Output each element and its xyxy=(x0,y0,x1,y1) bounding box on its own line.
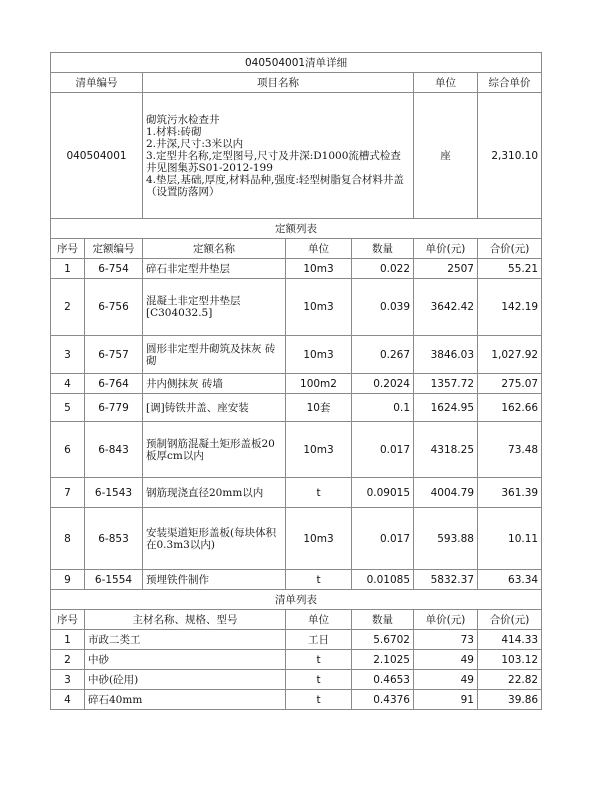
row-code: 6-757 xyxy=(85,336,143,374)
row-price: 4004.79 xyxy=(414,478,478,508)
row-unit: 10m3 xyxy=(286,259,352,279)
item-header-row xyxy=(51,73,542,93)
quota-header-row xyxy=(51,239,542,259)
mat-name: 碎石40mm xyxy=(85,690,286,710)
quota-header-total: 合价(元) xyxy=(478,239,542,259)
row-qty: 0.01085 xyxy=(352,570,414,590)
mat-name: 市政二类工 xyxy=(85,630,286,650)
row-code: 6-853 xyxy=(85,508,143,570)
mat-unit: 工日 xyxy=(286,630,352,650)
row-total: 275.07 xyxy=(478,374,542,394)
material-section-title-row xyxy=(51,590,542,610)
row-name: 钢筋现浇直径20mm以内 xyxy=(143,478,286,508)
quota-header-qty: 数量 xyxy=(352,239,414,259)
mat-total: 39.86 xyxy=(478,690,542,710)
row-code: 6-1543 xyxy=(85,478,143,508)
mat-no: 3 xyxy=(51,670,85,690)
row-name: 预埋铁件制作 xyxy=(143,570,286,590)
description-line: 2.井深,尺寸:3米以内 xyxy=(146,137,244,150)
title-row xyxy=(51,53,542,73)
row-qty: 0.267 xyxy=(352,336,414,374)
quota-section-title: 定额列表 xyxy=(51,219,542,239)
material-header-row xyxy=(51,610,542,630)
row-unit: 10m3 xyxy=(286,279,352,336)
row-qty: 0.017 xyxy=(352,422,414,478)
mat-total: 103.12 xyxy=(478,650,542,670)
row-no: 5 xyxy=(51,394,85,422)
mat-name: 中砂(砼用) xyxy=(85,670,286,690)
row-price: 1624.95 xyxy=(414,394,478,422)
row-unit: 10套 xyxy=(286,394,352,422)
row-price: 593.88 xyxy=(414,508,478,570)
row-unit: 100m2 xyxy=(286,374,352,394)
description-line: 4.垫层,基础,厚度,材料品种,强度:轻型树脂复合材料井盖（设置防落网） xyxy=(146,173,404,198)
row-total: 55.21 xyxy=(478,259,542,279)
row-no: 4 xyxy=(51,374,85,394)
quota-header-unit: 单位 xyxy=(286,239,352,259)
description-line: 3.定型井名称,定型图号,尺寸及井深:D1000流槽式检查井见图集苏S01-2012-199 xyxy=(146,149,401,174)
mat-qty: 2.1025 xyxy=(352,650,414,670)
table-row xyxy=(51,508,542,570)
mat-no: 2 xyxy=(51,650,85,670)
row-no: 3 xyxy=(51,336,85,374)
table-row xyxy=(51,670,542,690)
mat-unit: t xyxy=(286,670,352,690)
row-qty: 0.039 xyxy=(352,279,414,336)
mat-qty: 5.6702 xyxy=(352,630,414,650)
row-name: 安装渠道矩形盖板(每块体积在0.3m3以内) xyxy=(143,508,286,570)
mat-price: 49 xyxy=(414,650,478,670)
mat-qty: 0.4376 xyxy=(352,690,414,710)
row-total: 10.11 xyxy=(478,508,542,570)
row-total: 63.34 xyxy=(478,570,542,590)
row-total: 73.48 xyxy=(478,422,542,478)
table-row xyxy=(51,690,542,710)
table-row xyxy=(51,630,542,650)
row-name: 圆形非定型井砌筑及抹灰 砖砌 xyxy=(143,336,286,374)
code-header: 清单编号 xyxy=(51,73,143,93)
material-header-unit: 单位 xyxy=(286,610,352,630)
table-row xyxy=(51,394,542,422)
row-price: 3642.42 xyxy=(414,279,478,336)
price-header: 综合单价 xyxy=(478,73,542,93)
table-row xyxy=(51,374,542,394)
quota-header-code: 定额编号 xyxy=(85,239,143,259)
table-row xyxy=(51,259,542,279)
row-code: 6-756 xyxy=(85,279,143,336)
unit-header: 单位 xyxy=(414,73,478,93)
table-row xyxy=(51,279,542,336)
row-price: 3846.03 xyxy=(414,336,478,374)
material-header-qty: 数量 xyxy=(352,610,414,630)
bill-detail-table xyxy=(50,52,542,710)
material-header-price: 单价(元) xyxy=(414,610,478,630)
row-unit: t xyxy=(286,478,352,508)
mat-qty: 0.4653 xyxy=(352,670,414,690)
mat-no: 1 xyxy=(51,630,85,650)
row-name: 混凝土非定型井垫层[C304032.5] xyxy=(143,279,286,336)
table-row xyxy=(51,570,542,590)
row-qty: 0.09015 xyxy=(352,478,414,508)
row-qty: 0.1 xyxy=(352,394,414,422)
row-total: 1,027.92 xyxy=(478,336,542,374)
mat-total: 22.82 xyxy=(478,670,542,690)
row-code: 6-843 xyxy=(85,422,143,478)
row-price: 5832.37 xyxy=(414,570,478,590)
row-price: 1357.72 xyxy=(414,374,478,394)
quota-header-no: 序号 xyxy=(51,239,85,259)
material-header-name: 主材名称、规格、型号 xyxy=(85,610,286,630)
row-price: 2507 xyxy=(414,259,478,279)
mat-no: 4 xyxy=(51,690,85,710)
row-name: 预制钢筋混凝土矩形盖板20板厚cm以内 xyxy=(143,422,286,478)
sheet-title: 040504001清单详细 xyxy=(51,53,542,73)
row-total: 361.39 xyxy=(478,478,542,508)
quota-section-title-row xyxy=(51,219,542,239)
row-qty: 0.017 xyxy=(352,508,414,570)
row-no: 2 xyxy=(51,279,85,336)
description-line: 1.材料:砖砌 xyxy=(146,125,202,138)
row-code: 6-764 xyxy=(85,374,143,394)
item-unit-price: 2,310.10 xyxy=(478,93,542,219)
item-code: 040504001 xyxy=(51,93,143,219)
item-unit: 座 xyxy=(414,93,478,219)
row-unit: t xyxy=(286,570,352,590)
row-qty: 0.022 xyxy=(352,259,414,279)
row-no: 1 xyxy=(51,259,85,279)
row-unit: 10m3 xyxy=(286,336,352,374)
row-price: 4318.25 xyxy=(414,422,478,478)
table-row xyxy=(51,422,542,478)
mat-unit: t xyxy=(286,690,352,710)
mat-price: 49 xyxy=(414,670,478,690)
row-no: 9 xyxy=(51,570,85,590)
item-description xyxy=(143,93,414,219)
row-total: 142.19 xyxy=(478,279,542,336)
row-name: [调]铸铁井盖、座安装 xyxy=(143,394,286,422)
row-unit: 10m3 xyxy=(286,508,352,570)
material-header-no: 序号 xyxy=(51,610,85,630)
mat-name: 中砂 xyxy=(85,650,286,670)
row-no: 8 xyxy=(51,508,85,570)
row-unit: 10m3 xyxy=(286,422,352,478)
table-row xyxy=(51,650,542,670)
row-qty: 0.2024 xyxy=(352,374,414,394)
material-header-total: 合价(元) xyxy=(478,610,542,630)
mat-price: 91 xyxy=(414,690,478,710)
description-line: 砌筑污水检查井 xyxy=(146,113,220,126)
quota-header-price: 单价(元) xyxy=(414,239,478,259)
row-name: 井内侧抹灰 砖墙 xyxy=(143,374,286,394)
row-code: 6-754 xyxy=(85,259,143,279)
row-name: 碎石非定型井垫层 xyxy=(143,259,286,279)
item-row xyxy=(51,93,542,219)
row-code: 6-1554 xyxy=(85,570,143,590)
material-section-title: 清单列表 xyxy=(51,590,542,610)
row-no: 6 xyxy=(51,422,85,478)
name-header: 项目名称 xyxy=(143,73,414,93)
table-row xyxy=(51,336,542,374)
mat-price: 73 xyxy=(414,630,478,650)
row-code: 6-779 xyxy=(85,394,143,422)
table-row xyxy=(51,478,542,508)
mat-unit: t xyxy=(286,650,352,670)
row-no: 7 xyxy=(51,478,85,508)
quota-header-name: 定额名称 xyxy=(143,239,286,259)
mat-total: 414.33 xyxy=(478,630,542,650)
row-total: 162.66 xyxy=(478,394,542,422)
